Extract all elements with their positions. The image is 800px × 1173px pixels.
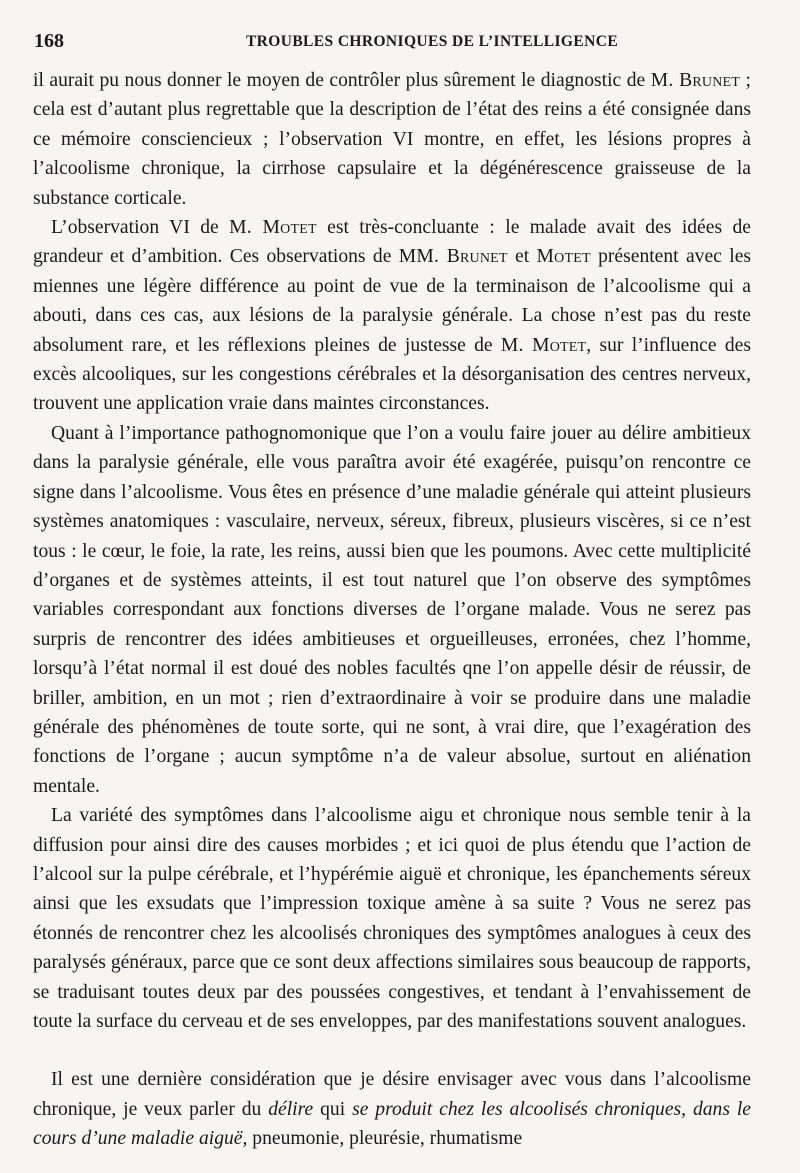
page-header [34, 30, 770, 56]
paragraph-1: il aurait pu nous donner le moyen de contrôler plus sûrement le diagnostic de M. Brunet ; cela est d’autant plus regrettable que la description de l’état des reins a été consignée dans ce mémoire consciencieux ; l’observation VI montre, en effet, les lésions propres à l’alcoolisme chronique, la cirrhose capsulaire et la dégénérescence graisseuse de la substance corticale. [33, 70, 751, 209]
paragraph-5: Il est une dernière considération que je désire envisager avec vous dans l’alcoolisme chronique, je veux parler du délire qui se produit chez les alcoolisés chroniques, dans le cours d’une maladie aiguë, pneumonie, pleurésie, rhumatisme [33, 1069, 751, 1150]
paragraph-4: La variété des symptômes dans l’alcoolisme aigu et chronique nous semble tenir à la diffusion pour ainsi dire des causes morbides ; et ici quoi de plus étendu que l’action de l’alcool sur la pulpe cérébrale, et l’hypérémie aiguë et chronique, les épanchements séreux ainsi que les exsudats que l’impression toxique amène à sa suite ? Vous ne serez pas étonnés de rencontrer chez les alcoolisés chroniques des symptômes analogues à ceux des paralysés généraux, parce que ce sont deux affections similaires sous beaucoup de rapports, se traduisant toutes deux par des poussées congestives, et tendant à l’envahissement de toute la surface du cerveau et de ses enveloppes, par des manifestations souvent analogues. [33, 805, 751, 1032]
body-text [33, 66, 751, 1154]
running-title: TROUBLES CHRONIQUES DE L’INTELLIGENCE [245, 33, 619, 50]
paragraph-2: L’observation VI de M. Motet est très-concluante : le malade avait des idées de grandeur et d’ambition. Ces observations de MM. Brunet et Motet présentent avec les miennes une légère différence au point de vue de la terminaison de l’alcoolisme qui a abouti, dans ces cas, aux lésions de la paralysie générale. La chose n’est pas du reste absolument rare, et les réflexions pleines de justesse de M. Motet, sur l’influence des excès alcooliques, sur les congestions cérébrales et la désorganisation des centres nerveux, trouvent une application vraie dans maintes circonstances. [33, 217, 752, 415]
paragraph-3: Quant à l’importance pathognomonique que l’on a voulu faire jouer au délire ambitieux dans la paralysie générale, elle vous paraîtra avoir été exagérée, puisqu’on rencontre ce signe dans l’alcoolisme. Vous êtes en présence d’une maladie générale qui atteint plusieurs systèmes anatomiques : vasculaire, nerveux, séreux, fibreux, plusieurs viscères, si ce n’est tous : le cœur, le foie, la rate, les reins, aussi bien que les poumons. Avec cette multiplicité d’organes et de systèmes atteints, il est tout naturel que l’on observe des symptômes variables correspondant aux fonctions diverses de l’organe malade. Vous ne serez pas surpris de rencontrer des idées ambitieuses et orgueilleuses, erronées, chez l’homme, lorsqu’à l’état normal il est doué des nobles facultés qne l’on appelle désir de réussir, de briller, ambition, en un mot ; rien d’extraordinaire à voir se produire dans une maladie générale des phénomènes de toute sorte, qui ne sont, à vrai dire, que l’exagération des fonctions de l’organe ; aucun symptôme n’a de valeur absolue, surtout en aliénation mentale. [33, 422, 751, 797]
page-number: 168 [34, 30, 64, 52]
